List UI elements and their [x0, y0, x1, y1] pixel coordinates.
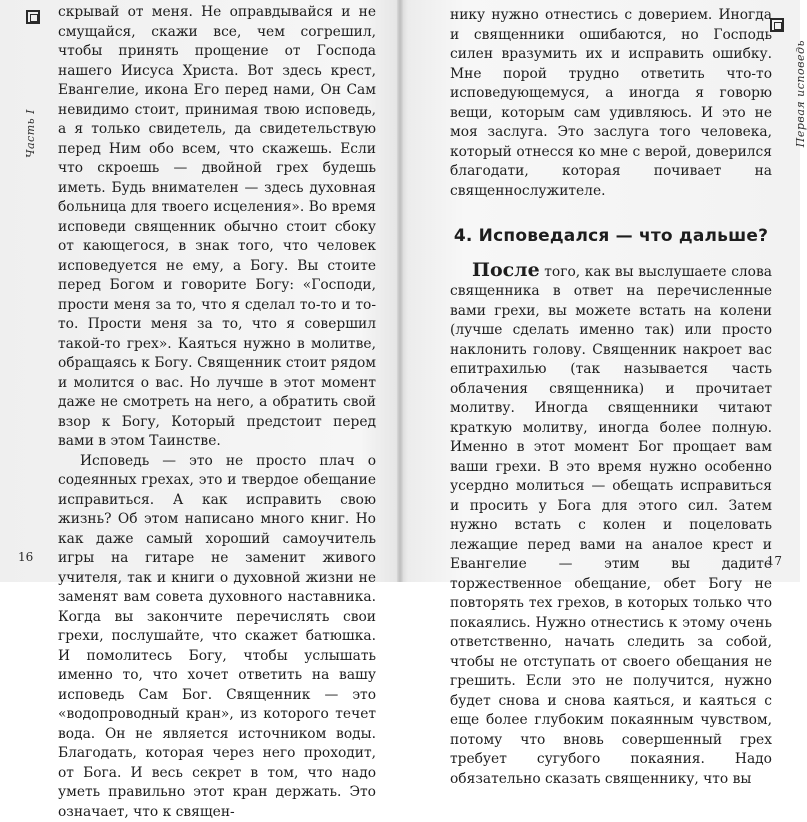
paragraph — [450, 261, 772, 790]
paragraph: Исповедь — это не просто плач о содеянных грехах, это и твердое обещание исправиться. А как исправить свою жизнь? Об этом написано много книг. Но как даже самый хороший самоучитель игры на гитаре не заменит живого учителя, так и книги о духовной жизни не заменят вам совета духовного наставника. Когда вы закончите перечислять свои грехи, послушайте, что скажет батюшка. И помолитесь Богу, чтобы услышать именно то, что хочет ответить на вашу исповедь Сам Бог. Священник — это «водопроводный кран», из которого течет вода. Он не является источником воды. Благодать, которая через него проходит, от Бога. И весь секрет в том, что надо уметь правильно этот кран держать. Это означает, что к священ- — [58, 452, 376, 822]
right-page-text — [450, 6, 772, 789]
left-page-text — [58, 3, 376, 822]
right-page — [402, 0, 800, 582]
paragraph: скрывай от меня. Не оправдывайся и не смущайся, скажи все, чем согрешил, чтобы принять прощение от Господа нашего Иисуса Христа. Вот здесь крест, Евангелие, икона Его перед нами, Он Сам невидимо стоит, принимая твою исповедь, а я только свидетель, да свидетельствую перед Ним обо всем, что скажешь. Если что скроешь — двойной грех будешь иметь. Будь внимателен — здесь духовная больница для твоего исцеления». Во время исповеди священник обычно стоит сбоку от кающегося, в знак того, что человек исповедуется не ему, а Богу. Вы стоите перед Богом и говорите Богу: «Господи, прости меня за то, что я сделал то-то и то-то. Прости меня за то, что я совершил такой-то грех». Каяться нужно в молитве, обращаясь к Богу. Священник стоит рядом и молится о вас. Но лучше в этот момент даже не смотреть на него, а обратить свой взор к Богу, Который предстоит перед вами в этом Таинстве. — [58, 3, 376, 452]
paragraph-body: того, как вы выслушаете слова священника в ответ на перечисленные вами грехи, вы можете встать на колени (лучше сделать именно так) или просто наклонить голову. Священник накроет вас епитрахилью (так называется часть облачения священника) и прочитает молитву. Иногда священники читают краткую молитву, иногда более полную. Именно в этот момент Бог прощает вам ваши грехи. В это время нужно особенно усердно молиться — обещать исправиться и просить у Бога для этого сил. Затем нужно встать с колен и поцеловать лежащие перед вами на аналое крест и Евангелие — этим вы дадите торжественное обещание, обет Богу не повторять тех грехов, в которых только что покаялись. Нужно отнестись к этому очень ответственно, начать следить за собой, чтобы не отступать от своего обещания не грешить. Если это не получится, нужно будет снова и снова каяться, и каяться с еще более глубоким покаянным чувством, потому что вновь совершенный грех требует сугубого покаяния. Надо обязательно сказать священнику, что вы — [450, 264, 772, 787]
section-heading: 4. Исповедался — что дальше? — [450, 227, 772, 247]
left-page — [0, 0, 398, 582]
ornament-icon — [770, 18, 784, 32]
drop-word: После — [472, 259, 540, 281]
paragraph: нику нужно отнестись с доверием. Иногда и священники ошибаются, но Господь силен вразумить их и исправить ошибку. Мне порой трудно ответить что-то исповедующемуся, а иногда я говорю вещи, которым сам удивляюсь. И это не моя заслуга. Это заслуга того человека, который отнесся ко мне с верой, доверился благодати, которая почивает на священнослужителе. — [450, 6, 772, 201]
left-running-head: Часть I — [24, 109, 37, 158]
right-page-number: 17 — [767, 554, 782, 568]
ornament-icon — [26, 10, 40, 24]
left-page-number: 16 — [18, 550, 33, 564]
right-running-head: Первая исповедь — [794, 40, 807, 147]
